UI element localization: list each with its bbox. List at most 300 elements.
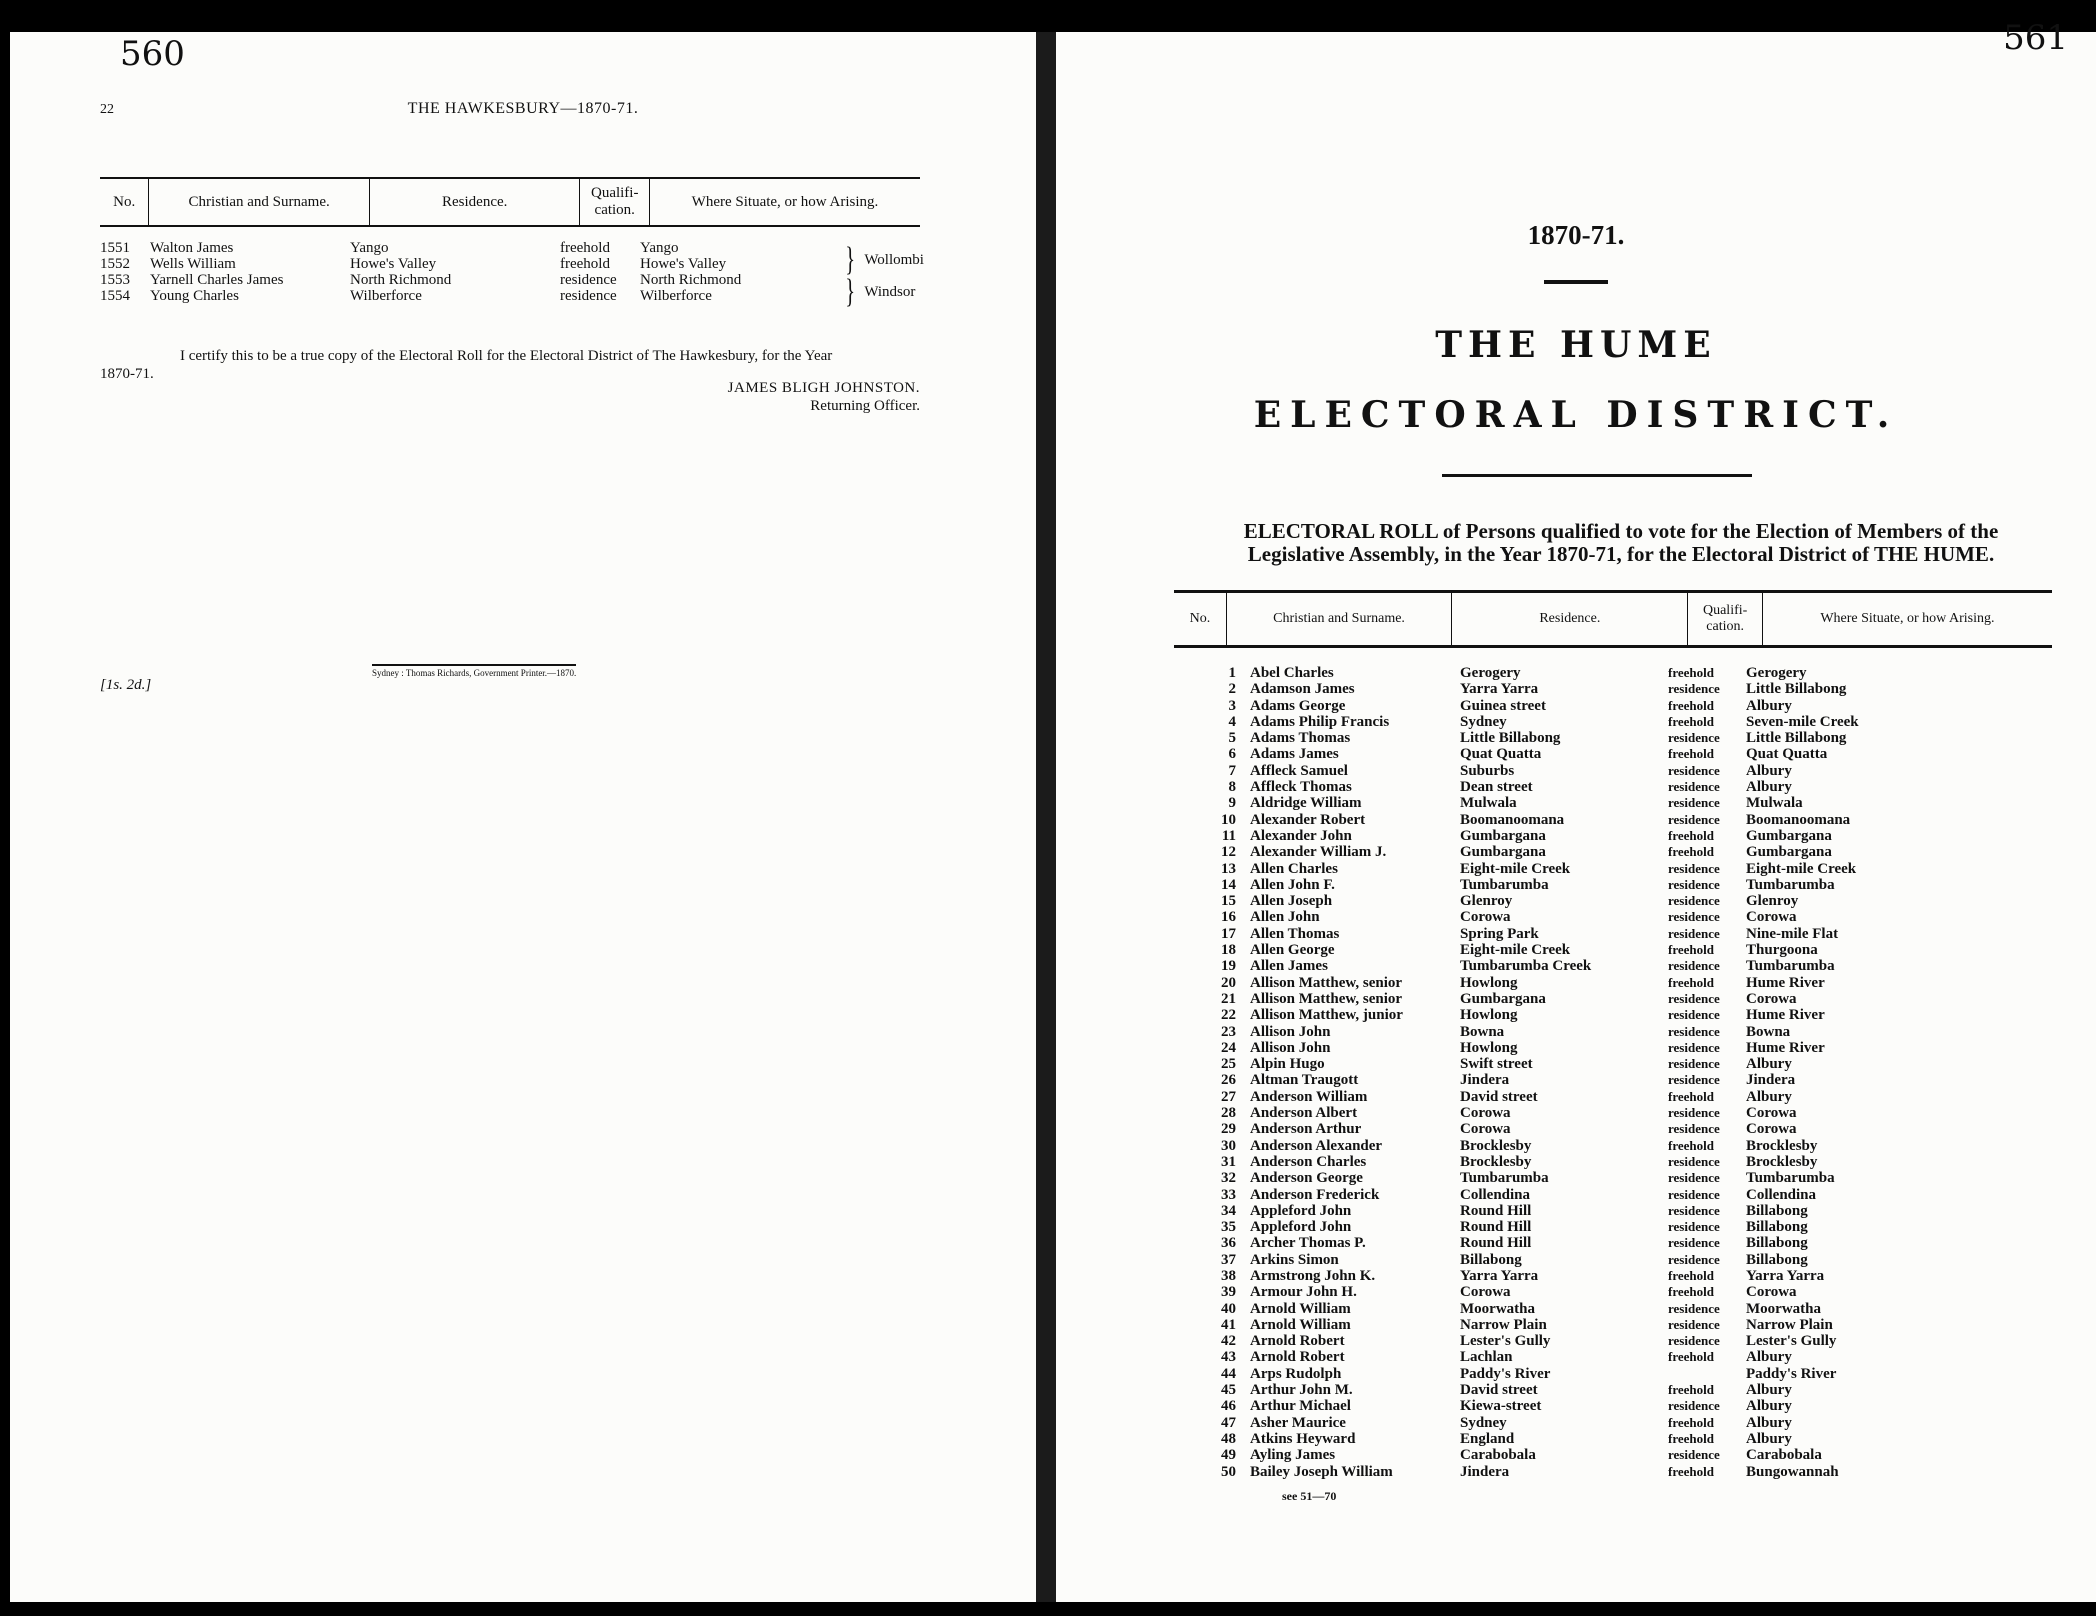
cell-name: Alexander John [1250, 827, 1352, 844]
cell-no: 43 [1221, 1349, 1236, 1366]
cell-residence: Round Hill [1460, 1202, 1532, 1219]
table-row [1186, 1105, 1956, 1121]
table-row [1186, 861, 1956, 877]
cell-where: Yango [640, 240, 679, 256]
col-residence: Residence. [1452, 592, 1688, 647]
cell-no: 1551 [100, 240, 130, 256]
cell-residence: Sydney [1460, 1414, 1507, 1431]
cell-name: Abel Charles [1250, 665, 1334, 681]
cell-no: 31 [1221, 1153, 1236, 1170]
cell-where: Wilberforce [640, 288, 712, 304]
right-page-stamp-number: 561 [2003, 18, 2068, 58]
table-row [1186, 1398, 1956, 1414]
col-where: Where Situate, or how Arising. [649, 178, 920, 226]
cell-no: 5 [1228, 730, 1236, 747]
cell-name: Affleck Samuel [1250, 762, 1348, 779]
cell-qualification: residence [1668, 1121, 1720, 1137]
cell-qualification: freehold [1668, 746, 1714, 762]
cell-qualification: residence [560, 272, 617, 288]
district-title: THE HUME [1435, 324, 1717, 366]
cell-qualification: residence [1668, 1039, 1720, 1055]
cell-qualification: residence [1668, 1219, 1720, 1235]
right-page [1056, 18, 2096, 1602]
table-row [1186, 942, 1956, 958]
cell-qualification: freehold [1668, 1088, 1714, 1104]
cell-qualification: residence [1668, 876, 1720, 892]
printer-imprint: Sydney : Thomas Richards, Government Printer.—1870. [372, 664, 576, 678]
cell-no: 1554 [100, 288, 130, 304]
cell-no: 36 [1221, 1235, 1236, 1252]
cell-where: Billabong [1746, 1219, 1808, 1236]
cell-name: Aldridge William [1250, 795, 1362, 812]
cell-residence: Tumbarumba [1460, 876, 1549, 893]
cell-no: 27 [1221, 1088, 1236, 1105]
cell-residence: Brocklesby [1460, 1137, 1532, 1154]
cell-name: Bailey Joseph William [1250, 1463, 1393, 1480]
table-row [1186, 714, 1956, 730]
district-subtitle: ELECTORAL DISTRICT. [1253, 394, 1899, 436]
cell-residence: Yarra Yarra [1460, 681, 1539, 698]
cell-name: Alexander Robert [1250, 811, 1366, 828]
table-row [1186, 1301, 1956, 1317]
cell-residence: Yango [350, 240, 389, 256]
table-row [1186, 1007, 1956, 1023]
table-row [1186, 1089, 1956, 1105]
cell-qualification: freehold [1668, 1137, 1714, 1153]
cell-residence: Sydney [1460, 713, 1507, 730]
table-row [1186, 1447, 1956, 1463]
cell-no: 25 [1221, 1056, 1236, 1073]
certify-line-1: I certify this to be a true copy of the Electoral Roll for the Electoral District of The Hawkesbury, for the Year [180, 348, 833, 364]
cell-residence: Corowa [1460, 1105, 1511, 1122]
cell-name: Young Charles [150, 288, 239, 304]
table-row [1186, 1072, 1956, 1088]
cell-name: Allison Matthew, senior [1250, 990, 1403, 1007]
cell-residence: Yarra Yarra [1460, 1267, 1539, 1284]
cell-no: 32 [1221, 1170, 1236, 1187]
table-row [1186, 795, 1956, 811]
cell-where: North Richmond [640, 272, 742, 288]
divider [1544, 280, 1608, 284]
table-row [1186, 926, 1956, 942]
table-row [1186, 763, 1956, 779]
cell-where: Corowa [1746, 1121, 1797, 1138]
table-row [1186, 698, 1956, 714]
cell-name: Anderson Alexander [1250, 1137, 1383, 1154]
left-page-header: THE HAWKESBURY—1870-71. [407, 100, 639, 117]
cell-name: Affleck Thomas [1250, 779, 1352, 796]
cell-no: 4 [1228, 713, 1236, 730]
cell-qualification: freehold [1668, 1284, 1714, 1300]
cell-no: 6 [1228, 746, 1236, 763]
cell-name: Adams Philip Francis [1250, 713, 1390, 730]
right-roll-rows [1186, 665, 1956, 1480]
cell-name: Arkins Simon [1250, 1251, 1339, 1268]
cell-residence: Round Hill [1460, 1219, 1532, 1236]
left-page [10, 32, 1036, 1602]
cell-where: Mulwala [1746, 795, 1803, 812]
cell-residence: Guinea street [1460, 697, 1546, 714]
cell-qualification: residence [1668, 1170, 1720, 1186]
cell-no: 49 [1221, 1447, 1236, 1464]
cell-name: Armstrong John K. [1250, 1267, 1376, 1284]
col-no: No. [100, 178, 149, 226]
table-row [1186, 1284, 1956, 1300]
cell-where: Billabong [1746, 1202, 1808, 1219]
table-row [1186, 877, 1956, 893]
cell-name: Adamson James [1250, 681, 1355, 698]
cell-qualification: residence [1668, 779, 1720, 795]
cell-name: Adams George [1250, 697, 1346, 714]
cell-name: Anderson Albert [1250, 1105, 1358, 1122]
cell-where: Brocklesby [1746, 1153, 1818, 1170]
cell-where: Brocklesby [1746, 1137, 1818, 1154]
table-row [1186, 975, 1956, 991]
cell-no: 50 [1221, 1463, 1236, 1480]
right-roll-header [1174, 590, 2052, 648]
cell-qualification: residence [1668, 1007, 1720, 1023]
cell-name: Allen Thomas [1250, 925, 1340, 942]
table-row [1186, 1203, 1956, 1219]
cell-qualification: residence [1668, 795, 1720, 811]
cell-where: Gumbargana [1746, 844, 1832, 861]
table-row [1186, 1235, 1956, 1251]
cell-where: Billabong [1746, 1235, 1808, 1252]
cell-no: 24 [1221, 1039, 1236, 1056]
cell-where: Albury [1746, 1056, 1792, 1073]
cell-qualification: freehold [1668, 1463, 1714, 1479]
cell-no: 38 [1221, 1267, 1236, 1284]
brace-icon: } [845, 273, 856, 310]
cell-no: 42 [1221, 1333, 1236, 1350]
cell-where: Howe's Valley [640, 256, 727, 272]
cell-residence: Round Hill [1460, 1235, 1532, 1252]
cell-name: Anderson Charles [1250, 1153, 1367, 1170]
table-row [1186, 844, 1956, 860]
cell-where: Tumbarumba [1746, 876, 1835, 893]
table-row [1186, 1317, 1956, 1333]
cell-no: 40 [1221, 1300, 1236, 1317]
cell-no: 45 [1221, 1382, 1236, 1399]
cell-name: Altman Traugott [1250, 1072, 1359, 1089]
cell-qualification: freehold [1668, 665, 1714, 680]
cell-residence: David street [1460, 1088, 1538, 1105]
cell-residence: Narrow Plain [1460, 1316, 1547, 1333]
cell-where: Gerogery [1746, 665, 1807, 681]
cell-residence: Collendina [1460, 1186, 1531, 1203]
cell-no: 3 [1228, 697, 1236, 714]
cell-residence: Dean street [1460, 779, 1533, 796]
cell-where: Hume River [1746, 1007, 1825, 1024]
cell-no: 47 [1221, 1414, 1236, 1431]
brace-icon: } [845, 241, 856, 278]
cell-residence: Carabobala [1460, 1447, 1536, 1464]
table-row [1186, 681, 1956, 697]
certification [100, 347, 940, 383]
table-row [100, 288, 940, 304]
cell-where: Collendina [1746, 1186, 1817, 1203]
cell-residence: Jindera [1460, 1463, 1510, 1480]
table-row [1186, 1333, 1956, 1349]
cell-name: Allison Matthew, junior [1250, 1007, 1403, 1024]
cell-qualification: residence [1668, 1153, 1720, 1169]
cell-name: Allen Joseph [1250, 893, 1333, 910]
cell-name: Arnold Robert [1250, 1349, 1345, 1366]
cell-no: 10 [1221, 811, 1236, 828]
cell-no: 39 [1221, 1284, 1236, 1301]
table-row [1186, 1382, 1956, 1398]
cell-where: Albury [1746, 1430, 1792, 1447]
cell-qualification: freehold [560, 240, 610, 256]
table-row [1186, 1219, 1956, 1235]
cell-name: Arnold William [1250, 1316, 1351, 1333]
cell-name: Appleford John [1250, 1219, 1352, 1236]
cell-residence: Tumbarumba Creek [1460, 958, 1592, 975]
cell-name: Arnold William [1250, 1300, 1351, 1317]
cell-no: 23 [1221, 1023, 1236, 1040]
cell-no: 35 [1221, 1219, 1236, 1236]
cell-qualification: residence [1668, 1235, 1720, 1251]
cell-residence: Boomanoomana [1460, 811, 1565, 828]
roll-caption [1176, 520, 2066, 566]
cell-residence: Quat Quatta [1460, 746, 1542, 763]
cell-no: 41 [1221, 1316, 1236, 1333]
cell-name: Yarnell Charles James [150, 272, 284, 288]
cell-no: 8 [1228, 779, 1236, 796]
table-row [1186, 909, 1956, 925]
brace-wollombi [842, 241, 924, 278]
cell-qualification: freehold [1668, 844, 1714, 860]
cell-name: Wells William [150, 256, 236, 272]
cell-name: Allen John [1250, 909, 1320, 926]
cell-name: Arnold Robert [1250, 1333, 1345, 1350]
cell-residence: Paddy's River [1460, 1365, 1551, 1382]
cell-residence: Howlong [1460, 1007, 1518, 1024]
cell-no: 48 [1221, 1430, 1236, 1447]
cell-qualification: freehold [1668, 1382, 1714, 1398]
left-roll-rows [100, 240, 940, 310]
cell-name: Arps Rudolph [1250, 1365, 1342, 1382]
cell-where: Thurgoona [1746, 942, 1818, 959]
table-row [1186, 812, 1956, 828]
cell-no: 17 [1221, 925, 1236, 942]
table-row [1186, 1415, 1956, 1431]
cell-qualification: freehold [1668, 1267, 1714, 1283]
cell-qualification: freehold [1668, 827, 1714, 843]
cell-qualification: residence [1668, 1105, 1720, 1121]
table-row [1186, 1138, 1956, 1154]
cell-no: 28 [1221, 1105, 1236, 1122]
cell-name: Alpin Hugo [1250, 1056, 1325, 1073]
cell-where: Nine-mile Flat [1746, 925, 1839, 942]
cell-name: Asher Maurice [1250, 1414, 1346, 1431]
cell-no: 13 [1221, 860, 1236, 877]
cell-qualification: residence [560, 288, 617, 304]
signatory: JAMES BLIGH JOHNSTON. [727, 380, 920, 396]
col-residence: Residence. [369, 178, 580, 226]
cell-qualification: residence [1668, 925, 1720, 941]
table-row [1186, 893, 1956, 909]
cell-qualification: freehold [1668, 942, 1714, 958]
cell-where: Albury [1746, 779, 1792, 796]
table-row [1186, 1056, 1956, 1072]
cell-no: 20 [1221, 974, 1236, 991]
cell-name: Ayling James [1250, 1447, 1336, 1464]
cell-qualification: residence [1668, 1202, 1720, 1218]
cell-qualification: freehold [1668, 697, 1714, 713]
cell-residence: Gumbargana [1460, 827, 1546, 844]
cell-qualification: freehold [1668, 1430, 1714, 1446]
col-no: No. [1174, 592, 1226, 647]
table-row [1186, 1464, 1956, 1480]
table-row [1186, 1349, 1956, 1365]
cell-qualification: residence [1668, 860, 1720, 876]
cell-residence: Wilberforce [350, 288, 422, 304]
cell-name: Atkins Heyward [1250, 1430, 1356, 1447]
cell-qualification: freehold [1668, 1414, 1714, 1430]
cell-residence: Bowna [1460, 1023, 1505, 1040]
cell-residence: Little Billabong [1460, 730, 1561, 747]
cell-qualification: freehold [560, 256, 610, 272]
col-name: Christian and Surname. [149, 178, 370, 226]
cell-no: 34 [1221, 1202, 1236, 1219]
cell-residence: Gumbargana [1460, 990, 1546, 1007]
table-row [1186, 779, 1956, 795]
cell-where: Jindera [1746, 1072, 1796, 1089]
brace-label: Wollombi [864, 251, 924, 268]
cell-name: Allison Matthew, senior [1250, 974, 1403, 991]
table-row [1186, 1024, 1956, 1040]
table-row [1186, 828, 1956, 844]
cell-qualification: residence [1668, 1447, 1720, 1463]
cell-name: Adams James [1250, 746, 1339, 763]
cell-residence: Swift street [1460, 1056, 1533, 1073]
cell-where: Moorwatha [1746, 1300, 1821, 1317]
cell-qualification: freehold [1668, 1349, 1714, 1365]
cell-residence: Gerogery [1460, 665, 1521, 681]
cell-where: Boomanoomana [1746, 811, 1851, 828]
cell-where: Quat Quatta [1746, 746, 1828, 763]
table-row [1186, 1170, 1956, 1186]
cell-residence: Eight-mile Creek [1460, 860, 1571, 877]
cell-where: Billabong [1746, 1251, 1808, 1268]
cell-name: Anderson William [1250, 1088, 1368, 1105]
cell-name: Allison John [1250, 1039, 1331, 1056]
cell-residence: Eight-mile Creek [1460, 942, 1571, 959]
cell-no: 18 [1221, 942, 1236, 959]
caption-line-1: ELECTORAL ROLL of Persons qualified to vote for the Election of Members of the [1243, 519, 1999, 543]
cell-qualification: residence [1668, 1023, 1720, 1039]
cell-where: Yarra Yarra [1746, 1267, 1825, 1284]
cell-name: Alexander William J. [1250, 844, 1387, 861]
left-roll-header [100, 177, 920, 227]
table-row [1186, 1268, 1956, 1284]
table-row [1186, 1154, 1956, 1170]
cell-where: Albury [1746, 1088, 1792, 1105]
cell-qualification: residence [1668, 811, 1720, 827]
cell-name: Archer Thomas P. [1250, 1235, 1366, 1252]
table-row [100, 256, 940, 272]
cell-no: 1552 [100, 256, 130, 272]
table-row [1186, 1187, 1956, 1203]
brace-label: Windsor [864, 283, 916, 300]
table-row [1186, 958, 1956, 974]
signatory-title: Returning Officer. [810, 398, 920, 414]
cell-residence: England [1460, 1430, 1515, 1447]
cell-name: Armour John H. [1250, 1284, 1357, 1301]
cell-residence: Howlong [1460, 974, 1518, 991]
cell-where: Corowa [1746, 1284, 1797, 1301]
cell-no: 15 [1221, 893, 1236, 910]
cell-qualification: residence [1668, 730, 1720, 746]
cell-no: 19 [1221, 958, 1236, 975]
cell-where: Tumbarumba [1746, 958, 1835, 975]
cell-where: Little Billabong [1746, 730, 1847, 747]
cell-where: Little Billabong [1746, 681, 1847, 698]
table-row [1186, 665, 1956, 681]
cell-residence: Moorwatha [1460, 1300, 1535, 1317]
cell-qualification: residence [1668, 1398, 1720, 1414]
cell-no: 1553 [100, 272, 130, 288]
cell-no: 46 [1221, 1398, 1236, 1415]
table-row [1186, 1366, 1956, 1382]
col-qualification: Qualifi-cation. [1688, 592, 1762, 647]
cell-where: Albury [1746, 1382, 1792, 1399]
cell-qualification: residence [1668, 1316, 1720, 1332]
cell-name: Adams Thomas [1250, 730, 1351, 747]
cell-residence: Tumbarumba [1460, 1170, 1549, 1187]
cell-residence: Corowa [1460, 1284, 1511, 1301]
caption-line-2: Legislative Assembly, in the Year 1870-71, for the Electoral District of THE HUME. [1247, 542, 1995, 566]
cell-where: Seven-mile Creek [1746, 713, 1859, 730]
cell-name: Allen Charles [1250, 860, 1338, 877]
cell-where: Gumbargana [1746, 827, 1832, 844]
cell-residence: Suburbs [1460, 762, 1515, 779]
cell-no: 2 [1228, 681, 1236, 698]
cell-qualification: residence [1668, 893, 1720, 909]
table-row [1186, 1040, 1956, 1056]
cell-name: Arthur Michael [1250, 1398, 1351, 1415]
col-qualification: Qualifi-cation. [580, 178, 650, 226]
cell-name: Walton James [150, 240, 234, 256]
cell-name: Appleford John [1250, 1202, 1352, 1219]
cell-no: 44 [1221, 1365, 1236, 1382]
cell-qualification: freehold [1668, 713, 1714, 729]
certify-line-2: 1870-71. [100, 366, 154, 382]
divider [1442, 474, 1752, 477]
cell-where: Albury [1746, 762, 1792, 779]
cell-no: 11 [1221, 827, 1236, 844]
cell-no: 33 [1221, 1186, 1236, 1203]
table-row [100, 272, 940, 288]
table-row [1186, 991, 1956, 1007]
cell-residence: David street [1460, 1382, 1538, 1399]
cell-qualification: residence [1668, 990, 1720, 1006]
cell-no: 16 [1221, 909, 1236, 926]
cell-name: Allen John F. [1250, 876, 1335, 893]
cell-residence: Billabong [1460, 1251, 1522, 1268]
cell-name: Allison John [1250, 1023, 1331, 1040]
cell-no: 29 [1221, 1121, 1236, 1138]
cell-qualification: residence [1668, 1333, 1720, 1349]
cell-name: Anderson Frederick [1250, 1186, 1380, 1203]
table-row [1186, 1252, 1956, 1268]
cell-where: Lester's Gully [1746, 1333, 1837, 1350]
cell-where: Bungowannah [1746, 1463, 1839, 1480]
col-name: Christian and Surname. [1226, 592, 1451, 647]
cell-where: Albury [1746, 1414, 1792, 1431]
cell-no: 14 [1221, 876, 1236, 893]
